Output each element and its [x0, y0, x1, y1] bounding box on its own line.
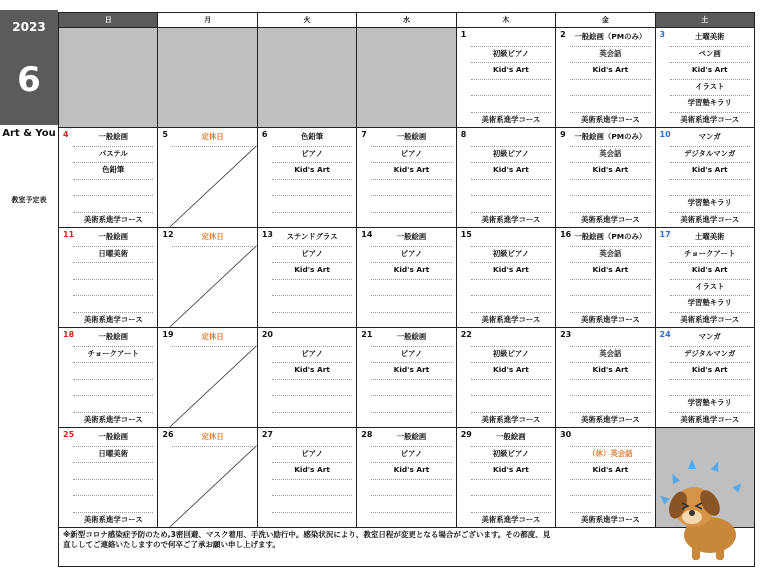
day-number: 21 [361, 330, 373, 339]
class-entry [570, 296, 650, 313]
class-entry: Kid's Art [272, 263, 352, 280]
class-list [471, 430, 551, 527]
class-entry: チョークアート [73, 347, 153, 364]
class-entry [471, 180, 551, 197]
class-entry [371, 196, 451, 213]
class-entry [570, 80, 650, 97]
class-entry: 美術系進学コース [471, 313, 551, 328]
class-entry [570, 96, 650, 113]
day-cell [457, 128, 556, 227]
class-list [272, 230, 352, 327]
day-number: 5 [162, 130, 168, 139]
class-entry [471, 30, 551, 47]
class-entry: ピアノ [272, 147, 352, 164]
class-list [73, 130, 153, 227]
weekday-header [59, 13, 754, 28]
class-entry: 美術系進学コース [471, 513, 551, 528]
class-entry [371, 180, 451, 197]
closed-label: 定休日 [172, 130, 252, 147]
class-entry [471, 296, 551, 313]
class-list [670, 30, 750, 127]
day-number: 4 [63, 130, 69, 139]
day-cell [556, 128, 655, 227]
class-entry: 初級ピアノ [471, 147, 551, 164]
day-cell [357, 428, 456, 527]
day-cell [158, 128, 257, 227]
class-entry: 一般絵画 [371, 130, 451, 147]
class-entry [272, 280, 352, 297]
class-entry: 一般絵画 [471, 430, 551, 447]
weekday-label: 土 [656, 13, 754, 28]
class-entry [371, 296, 451, 313]
class-entry: 一般絵画（PMのみ） [570, 230, 650, 247]
day-cell [556, 428, 655, 527]
day-number: 8 [460, 130, 467, 139]
day-cell [158, 228, 257, 327]
class-entry: マンガ [670, 330, 750, 347]
class-entry: 学習塾キラリ [670, 296, 750, 313]
class-list [471, 30, 551, 127]
class-entry: 初級ピアノ [471, 47, 551, 64]
day-cell [556, 228, 655, 327]
class-entry [570, 496, 650, 513]
empty-day-cell [357, 28, 456, 127]
day-cell [59, 128, 158, 227]
class-entry: 美術系進学コース [73, 213, 153, 228]
notice-text: ※新型コロナ感染症予防のため,3密回避、マスク着用、手洗い励行中。感染状況により、教室日程が変更となる場合がございます。その都度、見直ししてご連絡いたしますので何卒ご了承お願い申し上げます。 [63, 530, 551, 549]
class-list [570, 430, 650, 527]
day-number: 25 [63, 430, 75, 439]
class-entry: 美術系進学コース [570, 113, 650, 128]
class-entry [471, 330, 551, 347]
class-entry: Kid's Art [670, 63, 750, 80]
class-list [371, 330, 451, 427]
day-number: 6 [261, 130, 268, 139]
day-number: 12 [162, 230, 174, 239]
day-cell [357, 128, 456, 227]
class-entry: 初級ピアノ [471, 247, 551, 264]
class-entry [272, 496, 352, 513]
class-entry: ペン画 [670, 47, 750, 64]
class-entry [73, 196, 153, 213]
class-entry: ピアノ [371, 147, 451, 164]
class-entry [73, 396, 153, 413]
week-row [59, 128, 754, 228]
class-entry [73, 180, 153, 197]
class-list [371, 130, 451, 227]
class-entry: 美術系進学コース [670, 413, 750, 428]
weekday-label: 月 [158, 13, 257, 28]
day-cell [258, 428, 357, 527]
class-list [272, 430, 352, 527]
closed-slash [158, 228, 256, 327]
class-entry: Kid's Art [570, 263, 650, 280]
weekday-label: 火 [258, 13, 357, 28]
class-entry: Kid's Art [570, 163, 650, 180]
class-entry: Kid's Art [670, 363, 750, 380]
class-entry: 日曜美術 [73, 247, 153, 264]
day-number: 9 [560, 130, 566, 139]
class-entry: Kid's Art [371, 163, 451, 180]
class-entry: Kid's Art [471, 463, 551, 480]
class-entry: 日曜美術 [73, 447, 153, 464]
closed-slash [158, 128, 256, 227]
empty-day-cell [59, 28, 158, 127]
brand-name: Art & You [2, 128, 56, 139]
day-number: 14 [361, 230, 373, 239]
class-entry [371, 413, 451, 428]
class-entry: 一般絵画 [371, 430, 451, 447]
class-entry [371, 280, 451, 297]
closed-label: 定休日 [172, 230, 252, 247]
year-month-box [0, 10, 58, 125]
class-entry [371, 396, 451, 413]
day-cell [158, 428, 257, 527]
class-list [471, 130, 551, 227]
class-entry [570, 396, 650, 413]
day-cell [656, 128, 754, 227]
class-entry: Kid's Art [670, 163, 750, 180]
class-entry: Kid's Art [670, 263, 750, 280]
year-label: 2023 [12, 20, 46, 34]
class-entry: 色鉛筆 [272, 130, 352, 147]
class-list [570, 330, 650, 427]
day-number: 27 [261, 430, 273, 439]
class-entry [471, 496, 551, 513]
day-number: 30 [560, 430, 572, 439]
month-number: 6 [17, 60, 41, 100]
class-entry [73, 480, 153, 497]
class-entry [371, 380, 451, 397]
day-cell [59, 328, 158, 427]
class-list [73, 330, 153, 427]
day-cell [258, 228, 357, 327]
class-entry: Kid's Art [471, 263, 551, 280]
class-entry: イラスト [670, 80, 750, 97]
class-list [73, 230, 153, 327]
class-list [371, 430, 451, 527]
class-list [670, 130, 750, 227]
class-entry [471, 380, 551, 397]
class-entry: 土曜美術 [670, 230, 750, 247]
class-entry: 英会話 [570, 247, 650, 264]
class-entry [570, 480, 650, 497]
week-row [59, 28, 754, 128]
class-entry: 美術系進学コース [471, 213, 551, 228]
class-entry: 土曜美術 [670, 30, 750, 47]
class-entry [570, 196, 650, 213]
class-entry: 英会話 [570, 147, 650, 164]
class-entry [670, 380, 750, 397]
class-list [570, 230, 650, 327]
class-list [471, 230, 551, 327]
class-entry [272, 396, 352, 413]
day-cell [656, 28, 754, 127]
class-entry: 色鉛筆 [73, 163, 153, 180]
class-entry [272, 330, 352, 347]
day-cell [556, 328, 655, 427]
day-number: 22 [460, 330, 472, 339]
class-entry [73, 496, 153, 513]
day-number: 24 [659, 330, 671, 339]
class-entry: 一般絵画 [73, 130, 153, 147]
day-number: 17 [659, 230, 671, 239]
class-list [670, 330, 750, 427]
class-entry: 美術系進学コース [570, 313, 650, 328]
class-entry: 学習塾キラリ [670, 196, 750, 213]
class-entry [371, 496, 451, 513]
class-entry: （休）英会話 [570, 447, 650, 464]
sidebar [0, 10, 58, 565]
class-entry: 一般絵画 [73, 330, 153, 347]
class-entry [272, 313, 352, 328]
class-entry: マンガ [670, 130, 750, 147]
day-number: 2 [560, 30, 566, 39]
day-cell [457, 28, 556, 127]
class-list [471, 330, 551, 427]
class-entry: イラスト [670, 280, 750, 297]
empty-day-cell [258, 28, 357, 127]
day-number: 19 [162, 330, 174, 339]
class-entry [272, 380, 352, 397]
class-entry: 英会話 [570, 47, 650, 64]
day-number: 29 [460, 430, 472, 439]
class-entry: ピアノ [272, 347, 352, 364]
class-entry: ピアノ [371, 347, 451, 364]
weekday-label: 日 [59, 13, 158, 28]
class-entry: 一般絵画（PMのみ） [570, 130, 650, 147]
weekday-label: 金 [556, 13, 655, 28]
class-entry: Kid's Art [471, 63, 551, 80]
class-entry [272, 480, 352, 497]
class-entry: 初級ピアノ [471, 347, 551, 364]
weeks-container [59, 28, 754, 528]
day-cell [158, 328, 257, 427]
class-entry [471, 480, 551, 497]
class-entry: 美術系進学コース [73, 313, 153, 328]
class-entry: 美術系進学コース [670, 213, 750, 228]
class-entry [272, 430, 352, 447]
empty-day-cell [158, 28, 257, 127]
class-entry [570, 430, 650, 447]
class-entry [371, 213, 451, 228]
class-entry [471, 80, 551, 97]
class-entry: Kid's Art [471, 163, 551, 180]
class-list [670, 230, 750, 327]
class-entry: チョークアート [670, 247, 750, 264]
class-entry [73, 280, 153, 297]
class-entry [371, 313, 451, 328]
class-entry [272, 513, 352, 528]
class-entry: デジタルマンガ [670, 347, 750, 364]
class-entry: 美術系進学コース [570, 413, 650, 428]
class-entry [73, 380, 153, 397]
class-entry: Kid's Art [371, 363, 451, 380]
class-entry: ピアノ [272, 447, 352, 464]
class-entry [73, 463, 153, 480]
class-entry [471, 196, 551, 213]
day-number: 20 [261, 330, 273, 339]
class-entry [73, 263, 153, 280]
class-entry: 美術系進学コース [73, 513, 153, 528]
day-cell [357, 228, 456, 327]
class-entry [272, 213, 352, 228]
day-cell [656, 228, 754, 327]
day-number: 13 [261, 230, 273, 239]
class-entry [670, 180, 750, 197]
class-entry [471, 96, 551, 113]
class-entry: 美術系進学コース [570, 513, 650, 528]
class-entry: 学習塾キラリ [670, 96, 750, 113]
class-entry: Kid's Art [272, 163, 352, 180]
day-number: 16 [560, 230, 572, 239]
class-entry: Kid's Art [272, 363, 352, 380]
class-entry: 美術系進学コース [471, 413, 551, 428]
class-entry: Kid's Art [570, 363, 650, 380]
day-cell [656, 328, 754, 427]
day-cell [258, 128, 357, 227]
day-number: 7 [361, 130, 367, 139]
class-entry: 英会話 [570, 347, 650, 364]
day-cell [59, 428, 158, 527]
class-entry [272, 196, 352, 213]
class-entry: 一般絵画 [73, 430, 153, 447]
dog-illustration [650, 455, 755, 565]
class-entry: 学習塾キラリ [670, 396, 750, 413]
weekday-label: 木 [457, 13, 556, 28]
class-list [73, 430, 153, 527]
class-entry: 一般絵画 [371, 230, 451, 247]
class-entry: Kid's Art [570, 463, 650, 480]
class-entry: デジタルマンガ [670, 147, 750, 164]
class-entry: 一般絵画（PMのみ） [570, 30, 650, 47]
day-number: 28 [361, 430, 373, 439]
class-entry: 一般絵画 [73, 230, 153, 247]
day-number: 18 [63, 330, 75, 339]
day-number: 3 [659, 30, 666, 39]
day-cell [258, 328, 357, 427]
closed-label: 定休日 [172, 430, 252, 447]
day-cell [457, 328, 556, 427]
class-entry [73, 363, 153, 380]
class-list [272, 130, 352, 227]
class-entry: 美術系進学コース [570, 213, 650, 228]
class-entry [471, 280, 551, 297]
day-number: 23 [560, 330, 572, 339]
class-entry [471, 230, 551, 247]
class-list [570, 130, 650, 227]
day-cell [457, 228, 556, 327]
class-entry [371, 513, 451, 528]
class-entry [471, 396, 551, 413]
class-entry [471, 130, 551, 147]
class-entry: ピアノ [371, 447, 451, 464]
day-number: 11 [63, 230, 75, 239]
class-list [570, 30, 650, 127]
class-entry: Kid's Art [371, 263, 451, 280]
class-entry [272, 296, 352, 313]
day-cell [357, 328, 456, 427]
class-entry: ピアノ [272, 247, 352, 264]
class-entry [570, 180, 650, 197]
class-entry: 一般絵画 [371, 330, 451, 347]
weekday-label: 水 [357, 13, 456, 28]
schedule-title: 教室予定表 [11, 196, 47, 204]
class-entry: 美術系進学コース [471, 113, 551, 128]
day-number: 10 [659, 130, 671, 139]
closed-slash [158, 428, 256, 527]
class-entry: 初級ピアノ [471, 447, 551, 464]
class-entry [371, 480, 451, 497]
class-entry: 美術系進学コース [670, 313, 750, 328]
week-row [59, 228, 754, 328]
class-entry: 美術系進学コース [670, 113, 750, 128]
day-number: 26 [162, 430, 174, 439]
class-entry [570, 280, 650, 297]
class-entry: Kid's Art [272, 463, 352, 480]
day-number: 15 [460, 230, 472, 239]
day-cell [59, 228, 158, 327]
week-row [59, 328, 754, 428]
class-entry: Kid's Art [471, 363, 551, 380]
class-entry: Kid's Art [570, 63, 650, 80]
day-cell [556, 28, 655, 127]
closed-label: 定休日 [172, 330, 252, 347]
class-entry [272, 413, 352, 428]
day-number: 1 [460, 30, 467, 39]
class-entry [272, 180, 352, 197]
class-entry: パステル [73, 147, 153, 164]
class-entry [570, 330, 650, 347]
class-list [371, 230, 451, 327]
class-entry: 美術系進学コース [73, 413, 153, 428]
day-cell [457, 428, 556, 527]
class-list [272, 330, 352, 427]
class-entry [570, 380, 650, 397]
class-entry: Kid's Art [371, 463, 451, 480]
class-entry: ピアノ [371, 247, 451, 264]
closed-slash [158, 328, 256, 427]
class-entry [73, 296, 153, 313]
class-entry: ステンドグラス [272, 230, 352, 247]
